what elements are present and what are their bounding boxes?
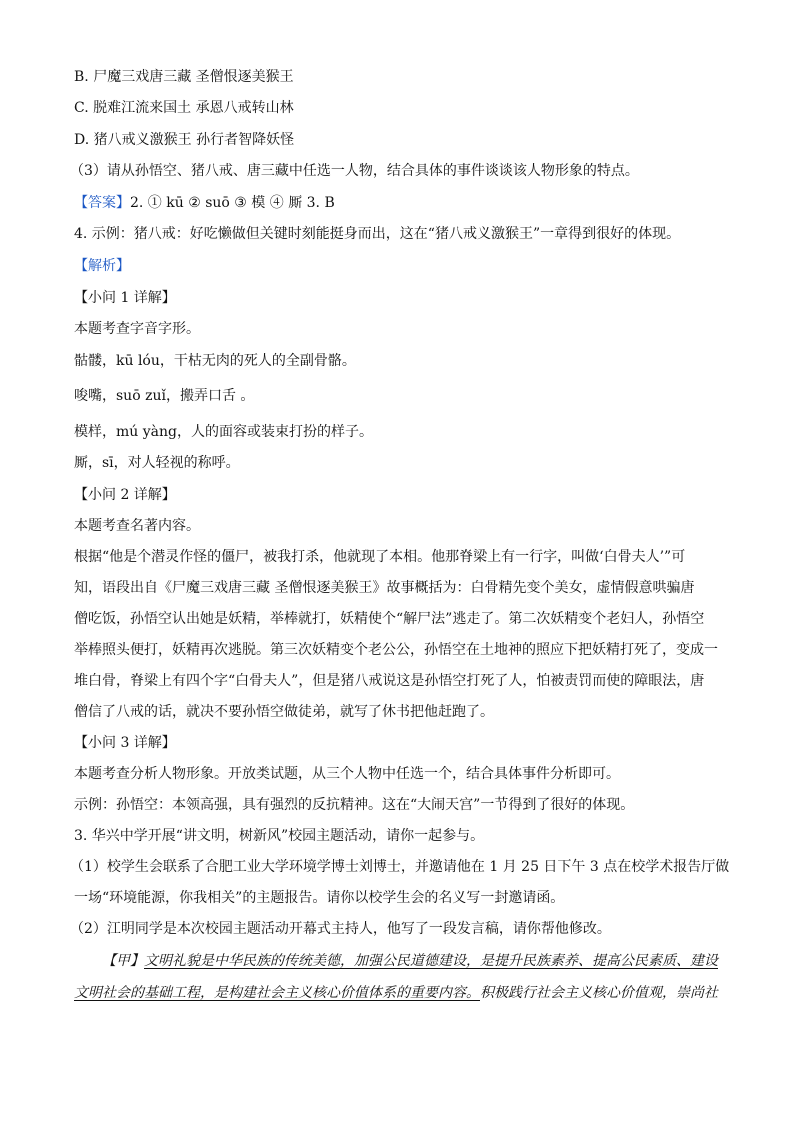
question-3-part-1a: （1）校学生会联系了合肥工业大学环境学博士刘博士，并邀请他在 1 月 25 日下午 3 点在校学术报告厅做	[70, 859, 730, 875]
section-1-title: 【小问 1 详解】	[74, 290, 176, 306]
answer-example-4: 4. 示例：猪八戒：好吃懒做但关键时刻能挺身而出，这在“猪八戒义激猴王”一章得到很好的体现。	[74, 226, 681, 242]
section-2-para-4: 举棒照头便打，妖精再次逃脱。第三次妖精变个老公公，孙悟空在土地神的照应下把妖精打死了，变成一	[74, 642, 718, 658]
passage-line-1	[102, 951, 718, 971]
question-3-part-1b: 一场“环境能源，你我相关”的主题报告。请你以校学生会的名义写一封邀请函。	[74, 890, 565, 906]
option-b: B. 尸魔三戏唐三藏 圣僧恨逐美猴王	[74, 69, 294, 85]
section-1-line-1: 骷髅，kū lóu，干枯无肉的死人的全副骨骼。	[74, 353, 356, 369]
section-2-para-3: 僧吃饭，孙悟空认出她是妖精，举棒就打，妖精使个“解尸法”逃走了。第二次妖精变个老妇人，孙悟空	[74, 611, 705, 627]
answer-line	[74, 193, 335, 213]
section-3-title: 【小问 3 详解】	[74, 735, 176, 751]
section-1-line-2: 唆嘴，suō zuǐ，搬弄口舌 。	[74, 388, 255, 404]
section-3-intro: 本题考查分析人物形象。开放类试题，从三个人物中任选一个，结合具体事件分析即可。	[74, 766, 620, 782]
passage-line-2	[74, 983, 718, 1003]
section-2-para-5: 堆白骨，脊梁上有四个字“白骨夫人”，但是猪八戒说这是孙悟空打死了人，怕被责罚而使的障眼法，唐	[74, 673, 705, 689]
passage-underlined-2: 文明社会的基础工程，是构建社会主义核心价值体系的重要内容。	[74, 985, 480, 1001]
question-3-part-2: （2）江明同学是本次校园主题活动开幕式主持人，他写了一段发言稿，请你帮他修改。	[70, 921, 611, 937]
section-1-line-3: 模样，mú yàng，人的面容或装束打扮的样子。	[74, 424, 373, 440]
option-c: C. 脱难江流来国土 承恩八戒转山林	[74, 100, 294, 116]
section-2-para-6: 僧信了八戒的话，就决不要孙悟空做徒弟，就写了休书把他赶跑了。	[74, 704, 494, 720]
passage-label: 【甲】	[102, 953, 144, 969]
section-2-para-1: 根据“他是个潜灵作怪的僵尸，被我打杀，他就现了本相。他那脊梁上有一行字，叫做‘白骨夫人’”可	[74, 549, 686, 565]
answer-label: 【答案】	[74, 195, 130, 211]
option-d: D. 猪八戒义激猴王 孙行者智降妖怪	[74, 132, 295, 148]
section-1-intro: 本题考查字音字形。	[74, 321, 200, 337]
section-2-para-2: 知，语段出自《尸魔三戏唐三藏 圣僧恨逐美猴王》故事概括为：白骨精先变个美女，虚情假意哄骗唐	[74, 580, 695, 596]
section-2-intro: 本题考查名著内容。	[74, 518, 200, 534]
passage-rest: 积极践行社会主义核心价值观，崇尚社	[480, 985, 718, 1001]
question-3-prompt: （3）请从孙悟空、猪八戒、唐三藏中任选一人物，结合具体的事件谈谈该人物形象的特点。	[70, 163, 639, 179]
answer-text: 2. ① kū ② suō ③ 模 ④ 厮 3. B	[130, 195, 335, 211]
section-1-line-4: 厮，sī，对人轻视的称呼。	[74, 455, 240, 471]
question-3-main: 3. 华兴中学开展“讲文明，树新风”校园主题活动，请你一起参与。	[74, 828, 485, 844]
section-3-example: 示例：孙悟空：本领高强，具有强烈的反抗精神。这在“大闹天宫”一节得到了很好的体现。	[74, 797, 635, 813]
analysis-label: 【解析】	[74, 258, 130, 274]
section-2-title: 【小问 2 详解】	[74, 487, 176, 503]
passage-underlined-1: 文明礼貌是中华民族的传统美德，加强公民道德建设，是提升民族素养、提高公民素质、建设	[144, 953, 718, 969]
